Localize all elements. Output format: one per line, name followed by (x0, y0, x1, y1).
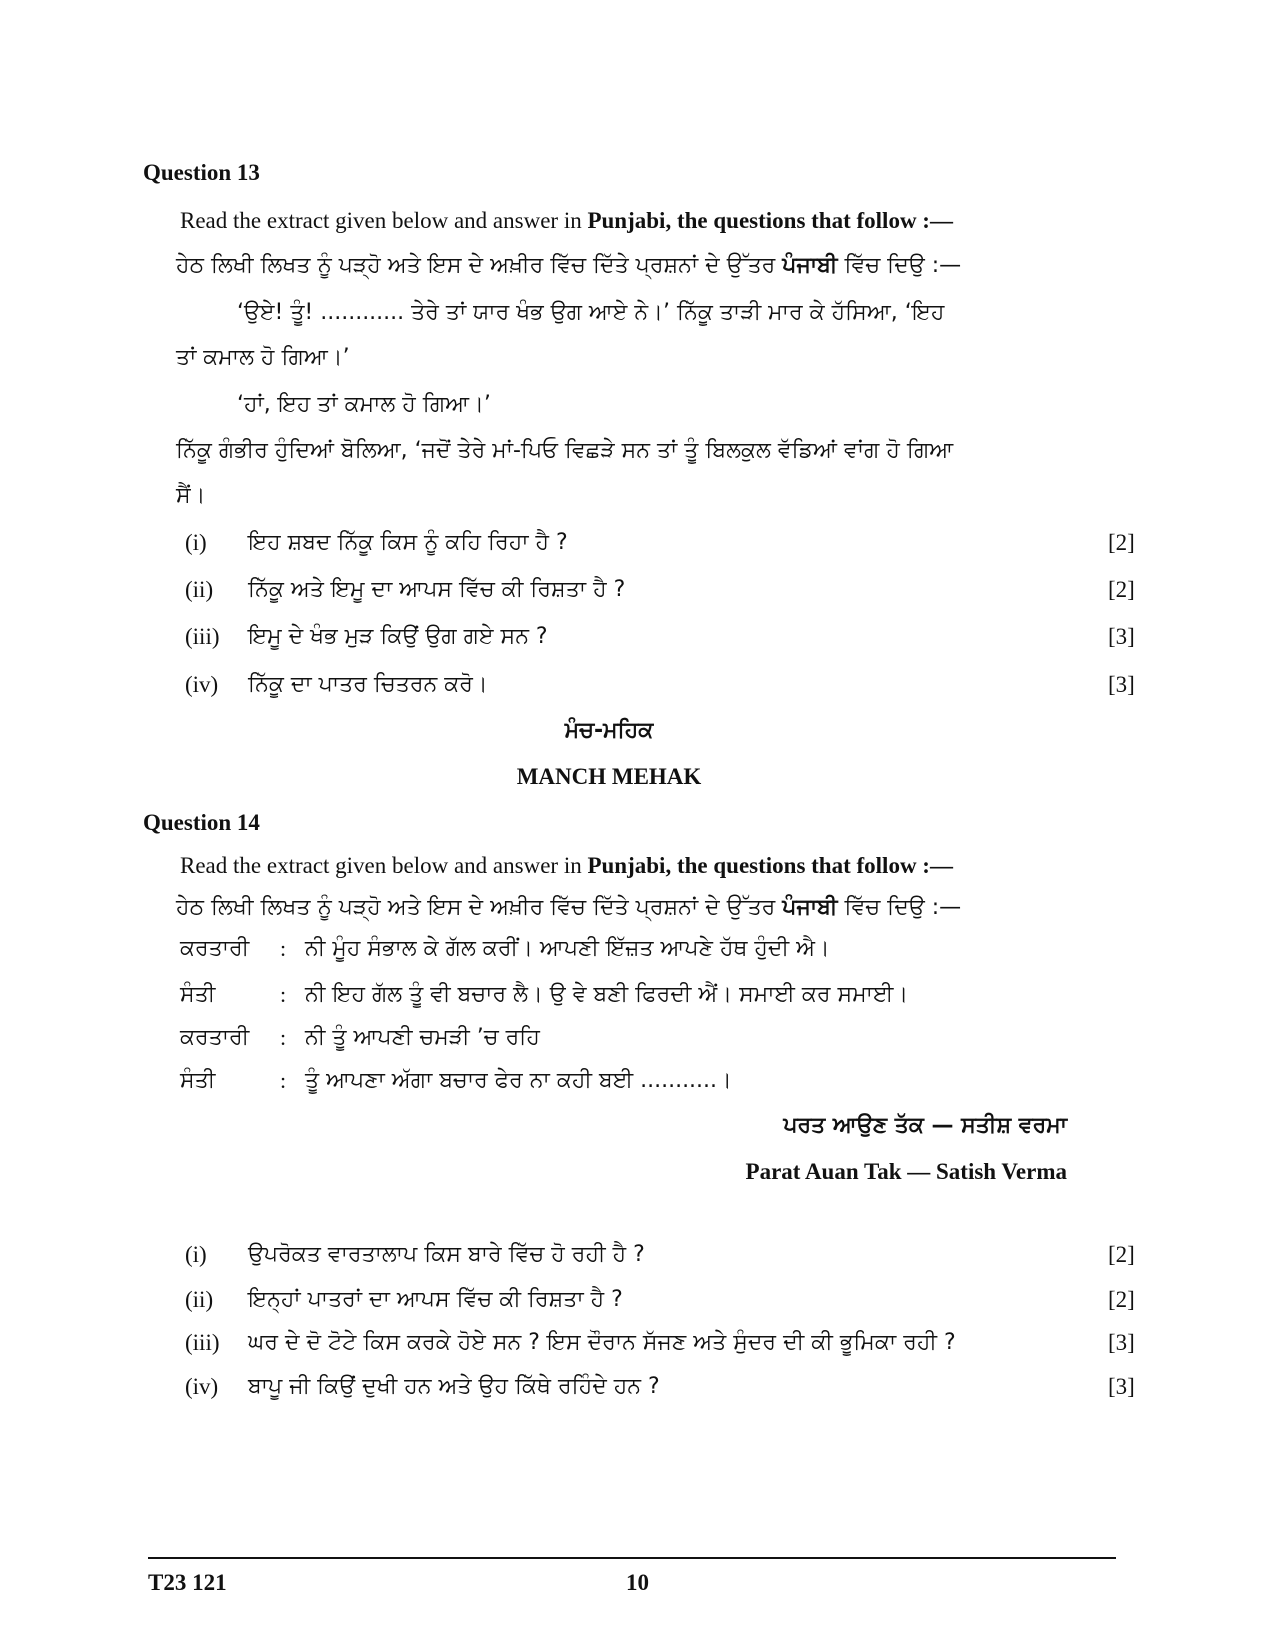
question-number: (ii) (185, 577, 214, 602)
question-text: ਇਨ੍ਹਾਂ ਪਾਤਰਾਂ ਦਾ ਆਪਸ ਵਿੱਚ ਕੀ ਰਿਸ਼ਤਾ ਹੈ ? (248, 1287, 623, 1312)
footer-rule (148, 1557, 1116, 1559)
section-title-english: MANCH MEHAK (516, 764, 702, 789)
source-punjabi: ਪਰਤ ਆਉਣ ਤੱਕ — ਸਤੀਸ਼ ਵਰਮਾ (783, 1113, 1067, 1138)
question-number: (iv) (185, 1374, 219, 1399)
question-marks: [2] (1108, 1242, 1135, 1267)
question-text: ਨਿੱਕੂ ਦਾ ਪਾਤਰ ਚਿਤਰਨ ਕਰੋ। (248, 672, 488, 697)
question-marks: [2] (1108, 1287, 1135, 1312)
q13-instruction-english: Read the extract given below and answer in Punjabi, the questions that follow :— (180, 208, 953, 233)
question-14-heading: Question 14 (143, 810, 260, 835)
question-number: (i) (185, 530, 207, 555)
question-marks: [3] (1108, 1374, 1135, 1399)
dialogue-text: ਨੀ ਇਹ ਗੱਲ ਤੂੰ ਵੀ ਬਚਾਰ ਲੈ। ਉ ਵੇ ਬਣੀ ਫਿਰਦੀ ਐਂ। ਸਮਾਈ ਕਰ ਸਮਾਈ। (305, 982, 909, 1007)
question-text: ਘਰ ਦੇ ਦੋ ਟੋਟੇ ਕਿਸ ਕਰਕੇ ਹੋਏ ਸਨ ? ਇਸ ਦੌਰਾਨ ਸੱਜਣ ਅਤੇ ਸੁੰਦਰ ਦੀ ਕੀ ਭੂਮਿਕਾ ਰਹੀ ? (248, 1330, 956, 1355)
question-marks: [2] (1108, 577, 1135, 602)
question-13-heading: Question 13 (143, 160, 260, 185)
q13-extract-line-1: ‘ਉਏ! ਤੂੰ! ............ ਤੇਰੇ ਤਾਂ ਯਾਰ ਖੰਭ ਉਗ ਆਏ ਨੇ।’ ਨਿੱਕੂ ਤਾੜੀ ਮਾਰ ਕੇ ਹੱਸਿਆ, ‘ਇਹ (237, 300, 945, 325)
question-number: (iii) (185, 1330, 220, 1355)
q13-extract-line-4: ਨਿੱਕੂ ਗੰਭੀਰ ਹੁੰਦਿਆਂ ਬੋਲਿਆ, ‘ਜਦੋਂ ਤੇਰੇ ਮਾਂ-ਪਿਓ ਵਿਛੜੇ ਸਨ ਤਾਂ ਤੂੰ ਬਿਲਕੁਲ ਵੱਡਿਆਂ ਵਾਂਗ ਹੋ ਗਿਆ (176, 438, 954, 463)
question-number: (iii) (185, 624, 220, 649)
question-number: (iv) (185, 672, 219, 697)
question-marks: [3] (1108, 1330, 1135, 1355)
dialogue-colon: : (280, 936, 287, 961)
question-number: (i) (185, 1242, 207, 1267)
question-text: ਬਾਪੂ ਜੀ ਕਿਉਂ ਦੁਖੀ ਹਨ ਅਤੇ ਉਹ ਕਿੱਥੇ ਰਹਿੰਦੇ ਹਨ ? (248, 1374, 660, 1399)
dialogue-speaker: ਸੰਤੀ (180, 1068, 216, 1093)
question-text: ਉਪਰੋਕਤ ਵਾਰਤਾਲਾਪ ਕਿਸ ਬਾਰੇ ਵਿੱਚ ਹੋ ਰਹੀ ਹੈ ? (248, 1242, 645, 1267)
question-marks: [3] (1108, 672, 1135, 697)
question-marks: [3] (1108, 624, 1135, 649)
dialogue-speaker: ਕਰਤਾਰੀ (180, 936, 250, 961)
dialogue-speaker: ਸੰਤੀ (180, 982, 216, 1007)
question-text: ਇਮੂ ਦੇ ਖੰਭ ਮੁੜ ਕਿਉਂ ਉਗ ਗਏ ਸਨ ? (248, 624, 548, 649)
question-text: ਇਹ ਸ਼ਬਦ ਨਿੱਕੂ ਕਿਸ ਨੂੰ ਕਹਿ ਰਿਹਾ ਹੈ ? (248, 530, 568, 555)
source-english: Parat Auan Tak — Satish Verma (745, 1159, 1067, 1184)
q14-instruction-english: Read the extract given below and answer in Punjabi, the questions that follow :— (180, 853, 953, 878)
dialogue-colon: : (280, 982, 287, 1007)
q13-extract-line-2: ਤਾਂ ਕਮਾਲ ਹੋ ਗਿਆ।’ (176, 345, 350, 370)
paper-code: T23 121 (148, 1570, 227, 1595)
q14-instruction-punjabi: ਹੇਠ ਲਿਖੀ ਲਿਖਤ ਨੂੰ ਪੜ੍ਹੋ ਅਤੇ ਇਸ ਦੇ ਅਖ਼ੀਰ ਵਿੱਚ ਦਿੱਤੇ ਪ੍ਰਸ਼ਨਾਂ ਦੇ ਉੱਤਰ ਪੰਜਾਬੀ ਵਿੱਚ ਦਿਉ :— (176, 895, 962, 920)
q13-extract-line-3: ‘ਹਾਂ, ਇਹ ਤਾਂ ਕਮਾਲ ਹੋ ਗਿਆ।’ (237, 392, 491, 417)
dialogue-text: ਨੀ ਤੂੰ ਆਪਣੀ ਚਮੜੀ ’ਚ ਰਹਿ (305, 1025, 540, 1050)
question-number: (ii) (185, 1287, 214, 1312)
dialogue-text: ਤੂੰ ਆਪਣਾ ਅੱਗਾ ਬਚਾਰ ਫੇਰ ਨਾ ਕਹੀ ਬਈ ...........। (305, 1068, 732, 1093)
question-marks: [2] (1108, 530, 1135, 555)
question-text: ਨਿੱਕੂ ਅਤੇ ਇਮੂ ਦਾ ਆਪਸ ਵਿੱਚ ਕੀ ਰਿਸ਼ਤਾ ਹੈ ? (248, 577, 626, 602)
dialogue-speaker: ਕਰਤਾਰੀ (180, 1025, 250, 1050)
q13-instruction-punjabi: ਹੇਠ ਲਿਖੀ ਲਿਖਤ ਨੂੰ ਪੜ੍ਹੋ ਅਤੇ ਇਸ ਦੇ ਅਖ਼ੀਰ ਵਿੱਚ ਦਿੱਤੇ ਪ੍ਰਸ਼ਨਾਂ ਦੇ ਉੱਤਰ ਪੰਜਾਬੀ ਵਿੱਚ ਦਿਉ :— (176, 253, 962, 278)
q13-extract-line-5: ਸੈਂ। (176, 483, 206, 508)
page-number: 10 (626, 1570, 649, 1595)
dialogue-colon: : (280, 1068, 287, 1093)
section-title-punjabi: ਮੰਚ-ਮਹਿਕ (564, 718, 654, 743)
dialogue-text: ਨੀ ਮੂੰਹ ਸੰਭਾਲ ਕੇ ਗੱਲ ਕਰੀਂ। ਆਪਣੀ ਇੱਜ਼ਤ ਆਪਣੇ ਹੱਥ ਹੁੰਦੀ ਐ। (305, 936, 830, 961)
dialogue-colon: : (280, 1025, 287, 1050)
